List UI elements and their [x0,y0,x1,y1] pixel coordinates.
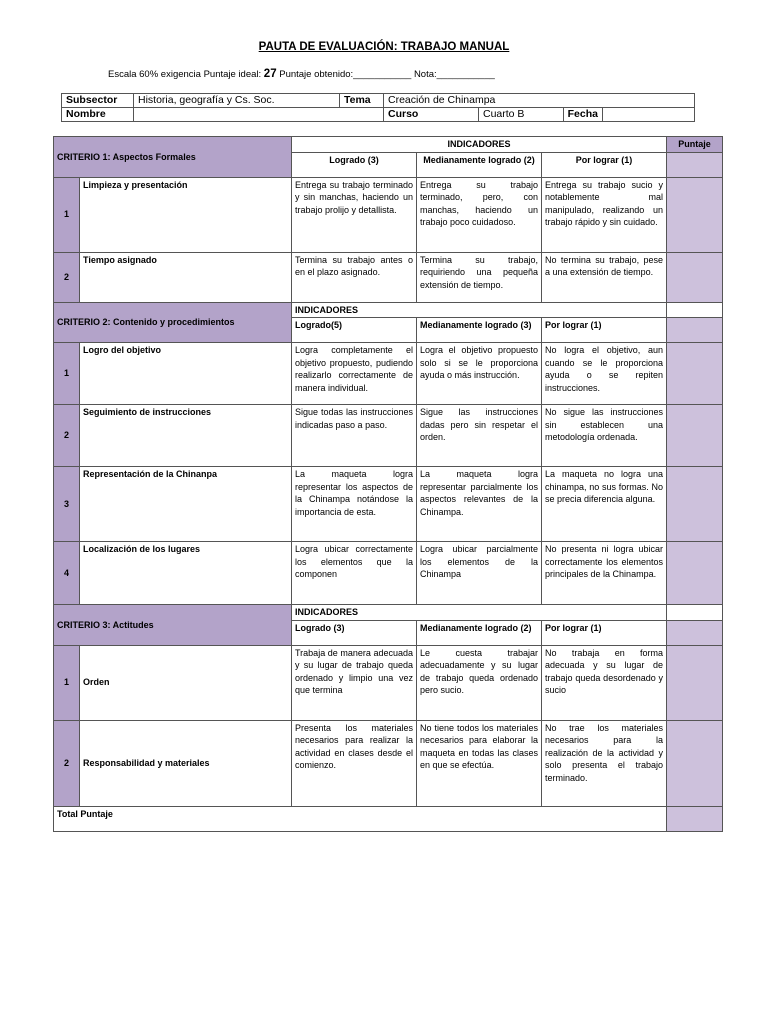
score-cell[interactable] [667,645,723,720]
item-number: 2 [54,720,80,806]
nombre-field[interactable] [134,108,384,122]
item-name: Responsabilidad y materiales [80,720,292,806]
desc-pending: No termina su trabajo, pese a una extensión de tiempo. [542,252,667,302]
page-title: PAUTA DE EVALUACIÓN: TRABAJO MANUAL [258,41,510,53]
score-cell[interactable] [667,343,723,405]
scale-line [108,68,495,80]
desc-pending: La maqueta no logra una chinampa, no sus formas. No se precia diferencia alguna. [542,467,667,542]
item-number: 1 [54,177,80,252]
fecha-field[interactable] [603,108,695,122]
desc-partial: No tiene todos los materiales necesarios para elaborar la maqueta en todas las clases en que se efectúa. [417,720,542,806]
desc-pending: No trae los materiales necesarios para la realización de la actividad y solo presenta el trabajo terminado. [542,720,667,806]
subsector-label: Subsector [62,94,134,108]
desc-pending: Entrega su trabajo sucio y notablemente mal manipulado, realizando un trabajo rápido y sin cuidado. [542,177,667,252]
score-blank [667,302,723,318]
rubric-row [54,252,723,302]
student-info-table [61,93,695,122]
level-partial: Medianamente logrado (2) [417,152,542,177]
score-cell[interactable] [667,252,723,302]
desc-partial: Termina su trabajo, requiriendo una pequeña extensión de tiempo. [417,252,542,302]
item-name: Representación de la Chinanpa [80,467,292,542]
rubric-row [54,467,723,542]
level-pending: Por lograr (1) [542,620,667,645]
scale-prefix: Escala 60% exigencia Puntaje ideal: [108,69,264,80]
item-name: Tiempo asignado [80,252,292,302]
criterion-3-title: CRITERIO 3: Actitudes [54,605,292,646]
desc-achieved: Presenta los materiales necesarios para realizar la actividad en clases desde el comienzo. [292,720,417,806]
desc-partial: La maqueta logra representar parcialmente los aspectos relevantes de la Chinampa. [417,467,542,542]
ideal-score: 27 [263,68,277,80]
rubric-row [54,177,723,252]
rubric-table [53,136,723,832]
level-pending: Por lograr (1) [542,318,667,343]
score-cell[interactable] [667,152,723,177]
tema-label: Tema [340,94,384,108]
tema-value[interactable]: Creación de Chinampa [384,94,695,108]
score-cell[interactable] [667,542,723,605]
rubric-row [54,645,723,720]
total-score-cell[interactable] [667,806,723,831]
level-partial: Medianamente logrado (2) [417,620,542,645]
desc-achieved: Termina su trabajo antes o en el plazo asignado. [292,252,417,302]
indicators-heading: INDICADORES [292,605,667,621]
desc-achieved: Logra completamente el objetivo propuesto, pudiendo realizarlo correctamente de manera individual. [292,343,417,405]
rubric-row [54,405,723,467]
desc-partial: Logra ubicar parcialmente los elementos de la Chinampa [417,542,542,605]
item-number: 2 [54,252,80,302]
desc-achieved: Trabaja de manera adecuada y su lugar de trabajo queda ordenado y limpio una vez que termina [292,645,417,720]
score-blank [667,605,723,621]
item-number: 1 [54,645,80,720]
score-cell[interactable] [667,405,723,467]
level-partial: Medianamente logrado (3) [417,318,542,343]
item-name: Orden [80,645,292,720]
level-pending: Por lograr (1) [542,152,667,177]
subsector-value[interactable]: Historia, geografía y Cs. Soc. [134,94,340,108]
curso-label: Curso [384,108,479,122]
fecha-label: Fecha [567,108,598,120]
level-achieved: Logrado (3) [292,152,417,177]
nombre-label: Nombre [62,108,134,122]
total-score-label: Total Puntaje [54,806,667,831]
desc-pending: No trabaja en forma adecuada y su lugar de trabajo queda desordenado y sucio [542,645,667,720]
rubric-row [54,542,723,605]
curso-group [479,108,603,122]
criterion-1-title: CRITERIO 1: Aspectos Formales [54,137,292,178]
item-name: Limpieza y presentación [80,177,292,252]
indicators-heading: INDICADORES [292,302,667,318]
item-number: 1 [54,343,80,405]
score-cell[interactable] [667,318,723,343]
desc-achieved: Sigue todas las instrucciones indicadas paso a paso. [292,405,417,467]
item-number: 2 [54,405,80,467]
score-cell[interactable] [667,720,723,806]
level-achieved: Logrado (3) [292,620,417,645]
desc-partial: Sigue las instrucciones dadas pero sin respetar el orden. [417,405,542,467]
desc-pending: No sigue las instrucciones sin establecen una metodología ordenada. [542,405,667,467]
desc-pending: No logra el objetivo, aun cuando se le proporciona ayuda o se repiten instrucciones. [542,343,667,405]
curso-value[interactable]: Cuarto B [479,108,564,121]
score-cell[interactable] [667,620,723,645]
desc-pending: No presenta ni logra ubicar correctamente los elementos principales de la Chinampa. [542,542,667,605]
item-number: 4 [54,542,80,605]
item-name: Localización de los lugares [80,542,292,605]
desc-partial: Le cuesta trabajar adecuadamente y su lugar de trabajo queda ordenado pero sucio. [417,645,542,720]
scale-suffix: Puntaje obtenido:___________ Nota:___________ [276,69,495,80]
score-heading: Puntaje [667,137,723,153]
desc-partial: Logra el objetivo propuesto solo si se le proporciona ayuda o más instrucción. [417,343,542,405]
desc-partial: Entrega su trabajo terminado, pero, con manchas, haciendo un trabajo poco cuidadoso. [417,177,542,252]
desc-achieved: La maqueta logra representar los aspectos de la Chinampa notándose la importancia de esta. [292,467,417,542]
score-cell[interactable] [667,467,723,542]
desc-achieved: Entrega su trabajo terminado y sin manchas, haciendo un trabajo prolijo y detallista. [292,177,417,252]
item-name: Seguimiento de instrucciones [80,405,292,467]
desc-achieved: Logra ubicar correctamente los elementos que la componen [292,542,417,605]
item-number: 3 [54,467,80,542]
indicators-heading: INDICADORES [292,137,667,153]
level-achieved: Logrado(5) [292,318,417,343]
item-name: Logro del objetivo [80,343,292,405]
score-cell[interactable] [667,177,723,252]
rubric-row [54,720,723,806]
rubric-row [54,343,723,405]
criterion-2-title: CRITERIO 2: Contenido y procedimientos [54,302,292,343]
